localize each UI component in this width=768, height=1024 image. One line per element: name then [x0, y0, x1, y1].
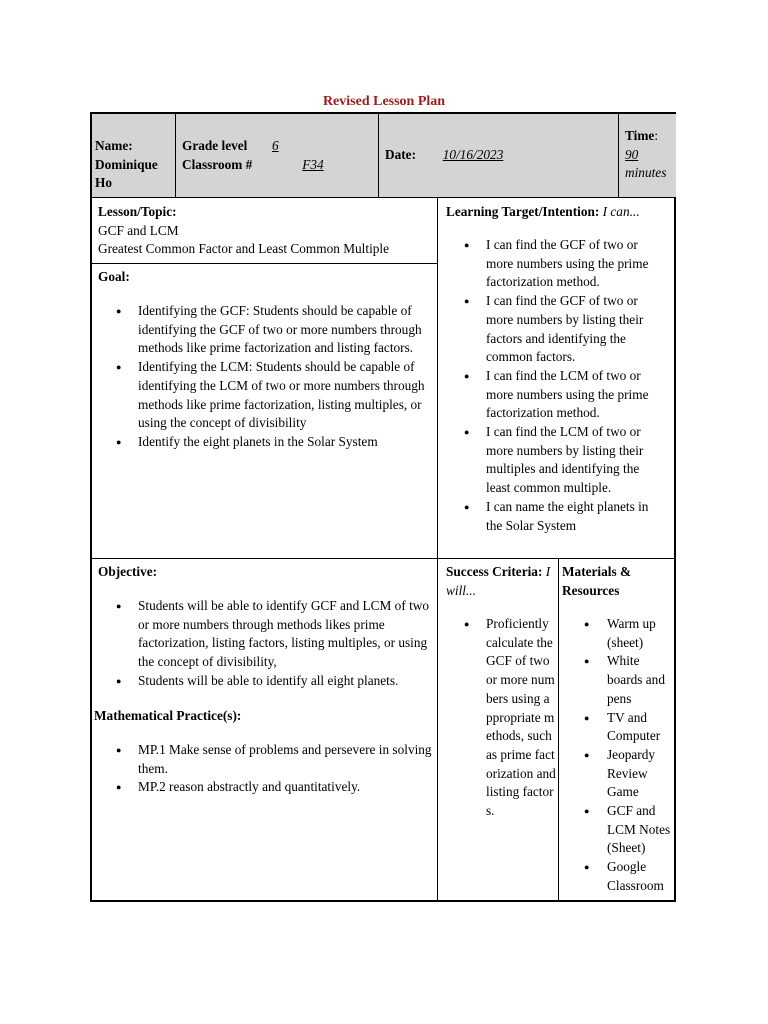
success-criteria-list	[438, 615, 556, 821]
math-practice-list	[92, 741, 432, 797]
learning-target-item: ● I can find the LCM of two or more numbers using the prime factorization method.	[438, 367, 662, 423]
objective-list	[92, 597, 432, 691]
name-line2: Ho	[95, 175, 112, 191]
name-line1: Dominique	[95, 156, 158, 172]
materials-item: ● GCF and LCM Notes (Sheet)	[559, 802, 672, 858]
grade-classroom-cell	[176, 114, 379, 198]
materials-item: ● Warm up (sheet)	[559, 615, 672, 652]
classroom-row	[182, 156, 324, 175]
goal-label: Goal:	[98, 269, 130, 284]
learning-target-item: ● I can find the LCM of two or more numbers by listing their multiples and identifying the least common multiple.	[438, 423, 662, 498]
classroom-value: F34	[302, 156, 324, 172]
materials-item: ● Google Classroom	[559, 858, 672, 895]
date-value: 10/16/2023	[442, 147, 504, 162]
name-cell	[92, 114, 176, 198]
grade-value: 6	[272, 138, 279, 153]
learning-target-suffix: I can...	[602, 204, 640, 219]
time-value-line2: minutes	[625, 165, 667, 181]
learning-target-item: ● I can find the GCF of two or more numbers by listing their factors and identifying the common factors.	[438, 292, 662, 367]
success-criteria-suffix: I will...	[446, 564, 551, 598]
objective-item: ● Students will be able to identify GCF and LCM of two or more numbers through methods likes prime factorization, listing factors, listing multiples, or using the concept of divisibility,	[92, 597, 432, 672]
materials-item: ● White boards and pens	[559, 652, 672, 708]
learning-target-label: Learning Target/Intention:	[446, 204, 600, 219]
objective-label: Objective:	[98, 564, 158, 579]
materials-list	[559, 615, 672, 896]
goal-cell	[92, 264, 438, 559]
success-criteria-item: ● Proficiently calculate the GCF of two or more numbers using appropriate methods, such as prime factorization and listing factors.	[438, 615, 556, 821]
time-row	[625, 127, 666, 146]
goal-item: ● Identifying the GCF: Students should be capable of identifying the GCF of two or more numbers through methods like prime factorization and listing factors.	[92, 302, 438, 358]
materials-label: Materials & Resources	[562, 564, 632, 598]
success-criteria-label: Success Criteria:	[446, 564, 543, 579]
date-cell	[379, 114, 619, 198]
time-cell	[619, 114, 676, 198]
lesson-topic-line1: GCF and LCM	[98, 222, 179, 238]
lesson-topic-label: Lesson/Topic:	[98, 204, 177, 219]
goal-item: ● Identify the eight planets in the Solar System	[92, 433, 438, 452]
math-practice-item: ● MP.1 Make sense of problems and persevere in solving them.	[92, 741, 432, 778]
lesson-topic-line2: Greatest Common Factor and Least Common Multiple	[98, 241, 390, 257]
classroom-label: Classroom #	[182, 156, 253, 172]
success-criteria-cell	[438, 559, 559, 902]
goal-item: ● Identifying the LCM: Students should be capable of identifying the LCM of two or more numbers through methods like prime factorization, listing multiples, or using the concept of divisibility	[92, 358, 438, 433]
math-practice-item: ● MP.2 reason abstractly and quantitatively.	[92, 778, 432, 797]
materials-item: ● Jeopardy Review Game	[559, 746, 672, 802]
document-title: Revised Lesson Plan	[322, 94, 446, 109]
grade-label: Grade level	[182, 138, 248, 153]
materials-cell	[559, 559, 676, 902]
grade-row	[182, 137, 324, 156]
lesson-topic-cell	[92, 198, 438, 264]
time-label: Time	[625, 128, 655, 143]
learning-target-cell	[438, 198, 676, 559]
learning-target-item: ● I can find the GCF of two or more numbers using the prime factorization method.	[438, 236, 662, 292]
objective-item: ● Students will be able to identify all eight planets.	[92, 672, 432, 691]
lesson-plan-table	[90, 112, 676, 902]
time-colon: :	[654, 128, 659, 143]
learning-target-list	[438, 236, 662, 535]
objective-cell	[92, 559, 438, 902]
goal-list	[92, 302, 438, 452]
date-label: Date:	[385, 147, 417, 162]
name-label: Name:	[95, 138, 133, 153]
math-practice-label: Mathematical Practice(s):	[94, 708, 242, 723]
materials-item: ● TV and Computer	[559, 709, 672, 746]
time-value-line1: 90	[625, 146, 639, 162]
learning-target-item: ● I can name the eight planets in the Solar System	[438, 498, 662, 535]
